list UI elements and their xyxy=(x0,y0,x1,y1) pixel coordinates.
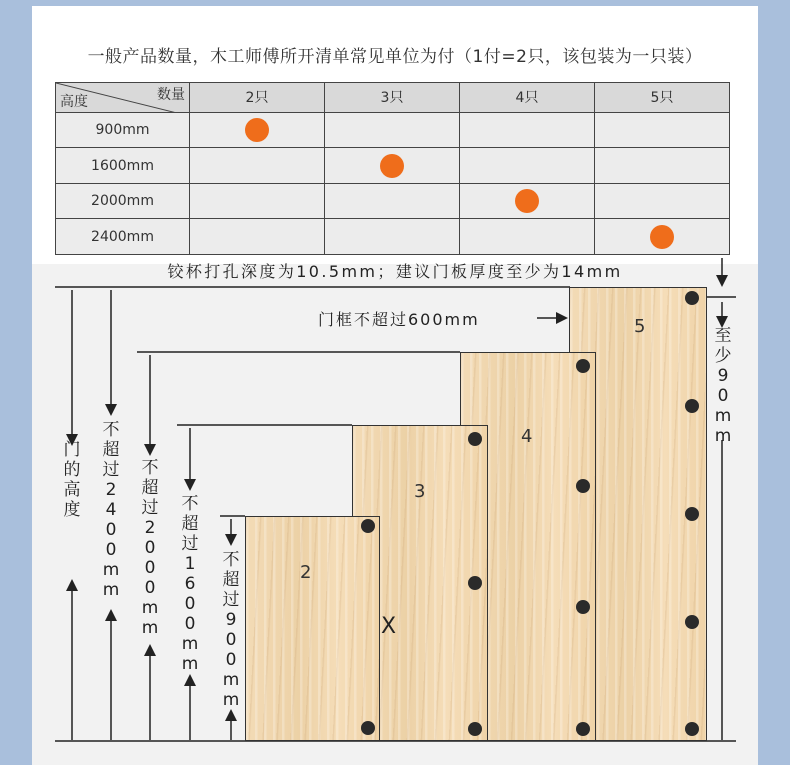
door-number: 4 xyxy=(521,426,533,447)
hinge-hole xyxy=(361,519,375,533)
corner-height-label: 高度 xyxy=(60,93,88,110)
hinge-hole xyxy=(685,291,699,305)
hinge-hole xyxy=(361,721,375,735)
door-number: 2 xyxy=(300,562,312,583)
limit-label-2000: 不超过2000mm xyxy=(141,458,159,638)
door-panel-2 xyxy=(245,516,380,741)
height-cell: 1600mm xyxy=(56,148,190,184)
hinge-spacing-label: X xyxy=(381,614,397,639)
hinge-hole xyxy=(685,507,699,521)
hinge-hole xyxy=(685,399,699,413)
door-number: 5 xyxy=(634,316,646,337)
hinge-hole xyxy=(576,479,590,493)
hinge-hole xyxy=(576,359,590,373)
height-cell: 2400mm xyxy=(56,219,190,255)
hinge-hole xyxy=(576,600,590,614)
headline: 一般产品数量，木工师傅所开清单常见单位为付（1付=2只，该包装为一只装） xyxy=(87,47,703,67)
hinge-hole xyxy=(468,576,482,590)
hinge-hole xyxy=(685,615,699,629)
column-header: 3只 xyxy=(325,83,460,113)
column-header: 4只 xyxy=(460,83,595,113)
height-cell: 900mm xyxy=(56,112,190,148)
column-header: 5只 xyxy=(595,83,730,113)
frame-width-label: 门框不超过600mm xyxy=(318,310,480,329)
hinge-hole xyxy=(685,722,699,736)
column-header: 2只 xyxy=(190,83,325,113)
limit-label-900: 不超过900mm xyxy=(222,550,240,710)
corner-quantity-label: 数量 xyxy=(157,87,185,103)
limit-label-1600: 不超过1600mm xyxy=(181,494,199,674)
height-cell: 2000mm xyxy=(56,183,190,219)
door-height-label: 门的高度 xyxy=(63,440,81,520)
hinge-hole xyxy=(468,432,482,446)
hinge-hole xyxy=(468,722,482,736)
edge-distance-label: 至少90mm xyxy=(714,326,732,446)
door-number: 3 xyxy=(414,481,426,502)
limit-label-2400: 不超过2400mm xyxy=(102,420,120,600)
hinge-spec-note: 铰杯打孔深度为10.5mm；建议门板厚度至少为14mm xyxy=(167,262,623,281)
hinge-hole xyxy=(576,722,590,736)
